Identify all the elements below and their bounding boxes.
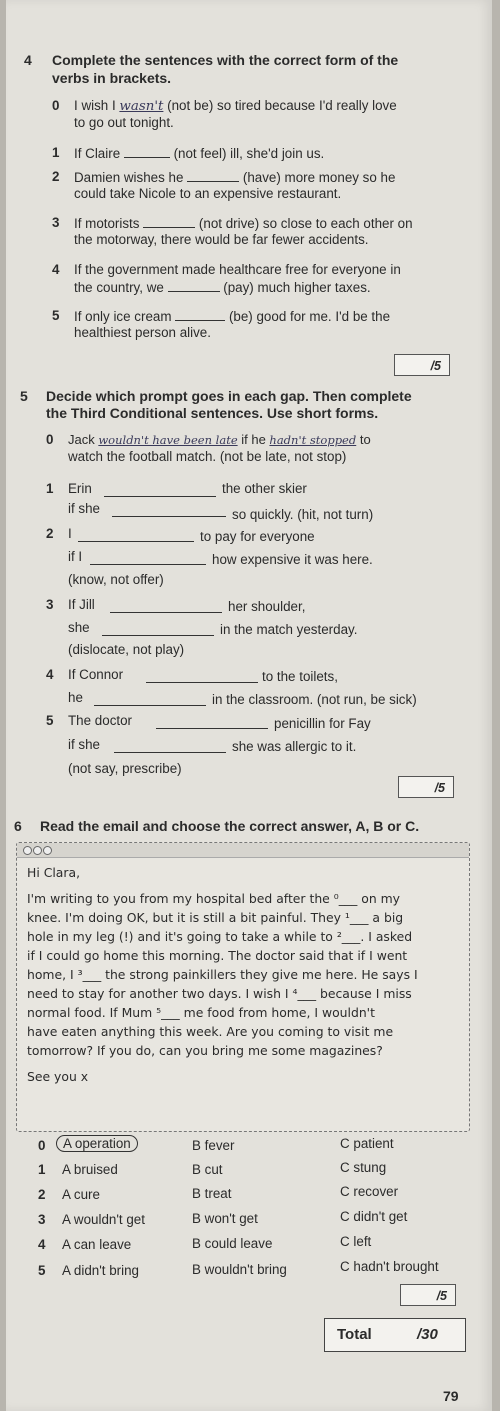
ex4-item-3: If motorists (not drive) so close to each other on [74,216,413,231]
email-line: hole in my leg (!) and it's going to take a while to ²___. I asked [27,929,413,944]
window-close-icon [23,846,32,855]
handwritten-answer: wouldn't have been late [98,433,238,447]
option-0-b[interactable]: B fever [192,1138,235,1153]
ex5-item-3-d: in the match yesterday. [220,622,358,637]
option-row-number: 1 [38,1162,46,1177]
answer-blank[interactable] [168,279,220,292]
answer-blank[interactable] [156,716,268,729]
answer-blank[interactable] [90,552,206,565]
ex5-item-1-a: Erin [68,481,92,496]
option-5-b[interactable]: B wouldn't bring [192,1262,287,1277]
ex5-item-0-number: 0 [46,432,54,447]
ex6-instruction: Read the email and choose the correct answer, A, B or C. [40,818,420,834]
option-row-number: 0 [38,1138,46,1153]
ex4-item-2: Damien wishes he (have) more money so he [74,170,396,185]
email-signoff: See you x [27,1069,89,1084]
ex5-item-2-a: I [68,526,72,541]
window-maximize-icon [43,846,52,855]
answer-blank[interactable] [187,169,239,182]
option-2-b[interactable]: B treat [192,1186,232,1201]
workbook-page [6,0,492,1411]
option-4-a[interactable]: A can leave [62,1237,132,1252]
ex6-score-box: /5 [400,1284,456,1306]
email-greeting: Hi Clara, [27,865,81,880]
email-titlebar [17,843,469,858]
ex5-item-5-e: (not say, prescribe) [68,761,182,776]
ex5-number: 5 [20,388,28,404]
ex5-instruction: Decide which prompt goes in each gap. Then complete [46,388,412,404]
ex5-item-5-d: she was allergic to it. [232,739,357,754]
option-0-c[interactable]: C patient [340,1136,394,1151]
option-row-number: 2 [38,1187,46,1202]
ex4-item-5-cont: healthiest person alive. [74,325,211,340]
ex5-item-1-b: the other skier [222,481,307,496]
ex4-item-4-cont: the country, we (pay) much higher taxes. [74,280,371,295]
ex4-item-5: If only ice cream (be) good for me. I'd be the [74,309,391,324]
ex4-item-1: If Claire (not feel) ill, she'd join us. [74,146,325,161]
ex4-instruction: Complete the sentences with the correct form of the [52,52,399,68]
ex4-score-box: /5 [394,354,450,376]
ex6-number: 6 [14,818,22,834]
option-1-b[interactable]: B cut [192,1162,223,1177]
page-number: 79 [443,1388,459,1404]
option-2-c[interactable]: C recover [340,1184,399,1199]
ex4-item-2-number: 2 [52,169,60,184]
ex5-item-3-c: she [68,620,90,635]
option-1-a[interactable]: A bruised [62,1162,118,1177]
handwritten-answer: hadn't stopped [269,433,357,447]
ex5-item-4-b: to the toilets, [262,669,338,684]
ex4-item-3-cont: the motorway, there would be far fewer accidents. [74,232,369,247]
email-line: if I could go home this morning. The doctor said that if I went [27,948,408,963]
ex4-item-4: If the government made healthcare free for everyone in [74,262,401,277]
option-5-c[interactable]: C hadn't brought [340,1259,439,1274]
ex4-item-0-number: 0 [52,98,60,113]
option-1-c[interactable]: C stung [340,1160,387,1175]
ex5-item-5-a: The doctor [68,713,133,728]
email-line: need to stay for another two days. I wish I ⁴___ because I miss [27,986,412,1001]
option-5-a[interactable]: A didn't bring [62,1263,140,1278]
option-4-b[interactable]: B could leave [192,1236,273,1251]
ex5-item-2-number: 2 [46,526,54,541]
ex5-item-0-cont: watch the football match. (not be late, not stop) [68,449,347,464]
answer-blank[interactable] [146,670,258,683]
ex5-item-4-number: 4 [46,667,54,682]
ex4-item-0: I wish I wasn't (not be) so tired because I'd really love [74,98,397,114]
option-2-a[interactable]: A cure [62,1187,100,1202]
answer-blank[interactable] [114,740,226,753]
ex5-item-2-d: how expensive it was here. [212,552,373,567]
ex5-item-4-a: If Connor [68,667,124,682]
ex5-item-4-c: he [68,690,83,705]
total-value: /30 [417,1326,438,1343]
ex5-item-3-number: 3 [46,597,54,612]
ex5-instruction-2: the Third Conditional sentences. Use short forms. [46,405,379,421]
ex4-item-2-cont: could take Nicole to an expensive restaurant. [74,186,342,201]
option-0-a[interactable] [56,1136,138,1151]
answer-blank[interactable] [110,600,222,613]
answer-blank[interactable] [175,308,225,321]
answer-blank[interactable] [124,145,170,158]
email-window [16,842,470,1132]
ex4-item-0-cont: to go out tonight. [74,115,174,130]
handwritten-answer: wasn't [119,99,164,114]
email-line: knee. I'm doing OK, but it is still a bit painful. They ¹___ a big [27,910,404,925]
option-row-number: 5 [38,1263,46,1278]
ex4-number: 4 [24,52,32,68]
email-line: I'm writing to you from my hospital bed after the ⁰___ on my [27,891,401,906]
ex4-instruction-2: verbs in brackets. [52,70,172,86]
email-line: tomorrow? If you do, can you bring me some magazines? [27,1043,383,1058]
total-label: Total [337,1326,372,1343]
answer-blank[interactable] [102,623,214,636]
answer-blank[interactable] [78,529,194,542]
ex5-score-box: /5 [398,776,454,798]
option-3-b[interactable]: B won't get [192,1211,258,1226]
ex4-item-1-number: 1 [52,145,60,160]
answer-blank[interactable] [104,484,216,497]
option-3-a[interactable]: A wouldn't get [62,1212,145,1227]
ex5-item-2-e: (know, not offer) [68,572,164,587]
ex5-item-4-d: in the classroom. (not run, be sick) [212,692,417,707]
option-row-number: 3 [38,1212,46,1227]
email-line: have eaten anything this week. Are you coming to visit me [27,1024,394,1039]
answer-blank[interactable] [112,504,226,517]
answer-blank[interactable] [143,215,195,228]
ex5-item-1-number: 1 [46,481,54,496]
ex4-item-5-number: 5 [52,308,60,323]
ex4-item-4-number: 4 [52,262,60,277]
ex5-item-5-c: if she [68,737,101,752]
option-row-number: 4 [38,1237,46,1252]
option-3-c[interactable]: C didn't get [340,1209,408,1224]
window-minimize-icon [33,846,42,855]
ex5-item-1-c: if she [68,501,101,516]
ex5-item-5-number: 5 [46,713,54,728]
ex5-item-0: Jack wouldn't have been late if he hadn't stopped to [68,432,371,447]
ex5-item-5-b: penicillin for Fay [274,716,371,731]
circled-answer: A operation [56,1135,138,1152]
option-4-c[interactable]: C left [340,1234,372,1249]
answer-blank[interactable] [94,693,206,706]
ex5-item-1-d: so quickly. (hit, not turn) [232,507,374,522]
ex5-item-3-a: If Jill [68,597,95,612]
ex5-item-2-b: to pay for everyone [200,529,315,544]
ex4-item-3-number: 3 [52,215,60,230]
total-score-box [324,1318,466,1352]
ex5-item-3-b: her shoulder, [228,599,306,614]
ex5-item-2-c: if I [68,549,83,564]
email-line: normal food. If Mum ⁵___ me food from home, I wouldn't [27,1005,375,1020]
ex5-item-3-e: (dislocate, not play) [68,642,185,657]
email-line: home, I ³___ the strong painkillers they give me here. He says I [27,967,418,982]
